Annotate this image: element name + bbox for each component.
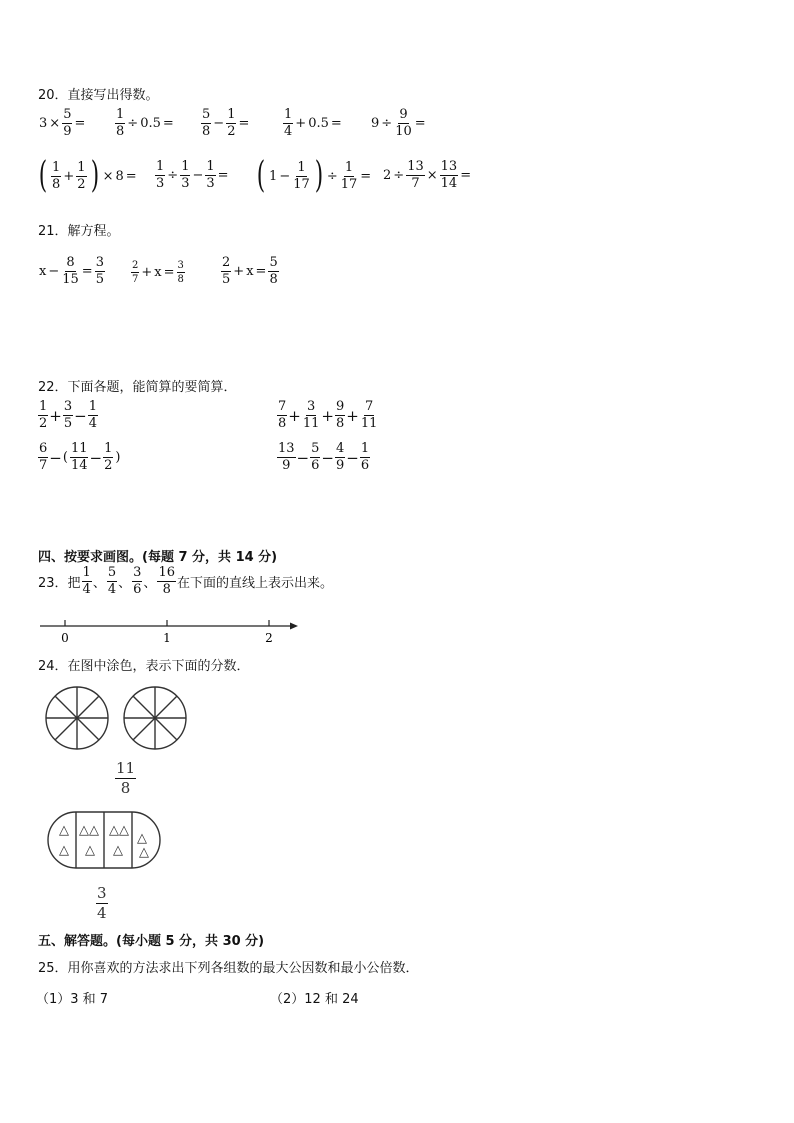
- q20-expr-7: $\frac{1}{3}$ ÷ $\frac{1}{3}$ − $\frac{1}{3}$ =: [156, 159, 229, 191]
- q22-expr-3: $\frac{6}{7}$ − ( $\frac{11}{14}$ − $\frac{1}{2}$ ): [39, 441, 121, 473]
- oval-figure[interactable]: [44, 808, 164, 870]
- triangle-shape: △: [59, 843, 69, 858]
- circles-fraction: $\frac{11}{8}$: [116, 759, 136, 797]
- triangle-shape: △: [137, 831, 147, 846]
- q21-equation-2: $\frac{2}{7}$ + x = $\frac{3}{8}$: [132, 260, 184, 285]
- q25-part-2: （2）12 和 24: [270, 992, 359, 1007]
- number-line: [36, 614, 306, 648]
- q20-expr-5: 9 ÷ $\frac{9}{10}$ =: [371, 107, 426, 139]
- section-4-heading: 四、按要求画图。(每题 7 分，共 14 分): [38, 550, 278, 565]
- q20-title: 20．直接写出得数。: [38, 88, 159, 103]
- q20-expr-1: 3 × $\frac{5}{9}$ =: [39, 107, 86, 139]
- q20-expr-9: 2 ÷ $\frac{13}{7}$ × $\frac{13}{14}$ =: [383, 159, 472, 191]
- number-line-label-0: 0: [61, 631, 69, 645]
- q24-title: 24．在图中涂色，表示下面的分数．: [38, 659, 250, 674]
- number-line-label-2: 2: [265, 631, 273, 645]
- q22-expr-1: $\frac{1}{2}$ + $\frac{3}{5}$ − $\frac{1}{4}$: [39, 399, 97, 431]
- q20-expr-2: $\frac{1}{8}$ ÷ 0.5 =: [116, 107, 174, 139]
- q20-expr-4: $\frac{1}{4}$ + 0.5 =: [284, 107, 342, 139]
- q22-expr-2: $\frac{7}{8}$ + $\frac{3}{11}$ + $\frac{9}{8}$ + $\frac{7}{11}$: [278, 399, 378, 431]
- q20-expr-3: $\frac{5}{8}$ − $\frac{1}{2}$ =: [202, 107, 250, 139]
- q23-prompt: 23．把 $\frac{1}{4}$ 、 $\frac{5}{4}$ 、 $\frac{3}{6}$ 、 $\frac{16}{8}$ 在下面的直线上表示出来。: [38, 565, 333, 597]
- q22-expr-4: $\frac{13}{9}$ − $\frac{5}{6}$ − $\frac{4}{9}$ − $\frac{1}{6}$: [278, 441, 370, 473]
- circles-figure[interactable]: [40, 684, 200, 754]
- number-line-arrow: [290, 623, 298, 630]
- q20-expr-6: ( $\frac{1}{8}$ + $\frac{1}{2}$ ) × 8 =: [38, 155, 137, 196]
- triangle-shape: △: [79, 823, 89, 838]
- q21-equation-1: x − $\frac{8}{15}$ = $\frac{3}{5}$: [39, 255, 104, 287]
- triangle-shape: △: [109, 823, 119, 838]
- triangle-shape: △: [85, 843, 95, 858]
- triangle-shape: △: [119, 823, 129, 838]
- oval-fraction: $\frac{3}{4}$: [97, 884, 107, 922]
- section-5-heading: 五、解答题。(每小题 5 分，共 30 分): [38, 934, 265, 949]
- triangle-shape: △: [89, 823, 99, 838]
- q22-title: 22．下面各题，能简算的要简算．: [38, 380, 237, 395]
- q21-equation-3: $\frac{2}{5}$ + x = $\frac{5}{8}$: [222, 255, 278, 287]
- q20-expr-8: ( 1 − $\frac{1}{17}$ ) ÷ $\frac{1}{17}$ =: [256, 155, 372, 196]
- triangle-shape: △: [59, 823, 69, 838]
- circle-1: [46, 687, 108, 749]
- triangle-shape: △: [113, 843, 123, 858]
- number-line-label-1: 1: [163, 631, 171, 645]
- triangle-shape: △: [139, 845, 149, 860]
- q21-title: 21．解方程。: [38, 224, 120, 239]
- q25-title: 25．用你喜欢的方法求出下列各组数的最大公因数和最小公倍数．: [38, 961, 419, 976]
- circle-2: [124, 687, 186, 749]
- q25-part-1: （1）3 和 7: [36, 992, 109, 1007]
